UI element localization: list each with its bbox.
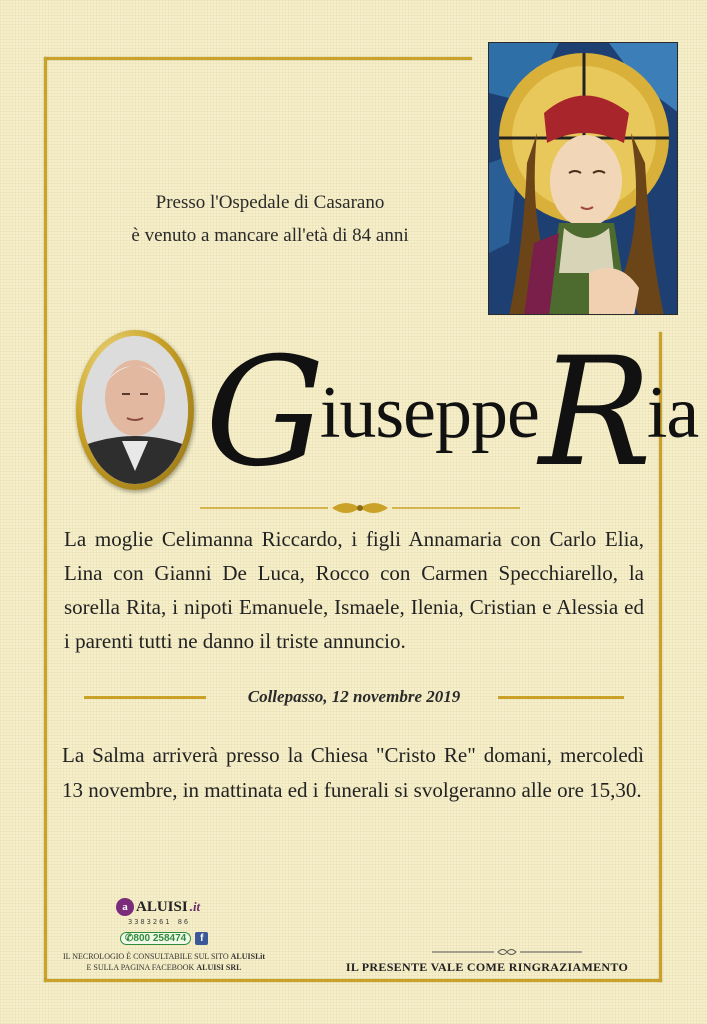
logo-mark-icon: a <box>116 898 134 916</box>
deceased-portrait-frame <box>76 330 194 490</box>
facebook-icon[interactable]: f <box>195 932 208 945</box>
frame-bottom-line <box>44 979 662 982</box>
frame-left-line <box>44 57 47 982</box>
logo-phone-number: 3383261 86 <box>128 918 191 926</box>
necrologio-line-2: E SULLA PAGINA FACEBOOK ALUISI SRL <box>86 963 242 972</box>
deceased-portrait <box>82 336 188 484</box>
necrologio-line-1: IL NECROLOGIO È CONSULTABILE SUL SITO ALUISI.it <box>62 952 266 961</box>
first-name-initial: G <box>205 326 324 500</box>
family-announcement: La moglie Celimanna Riccardo, i figli Annamaria con Carlo Elia, Lina con Gianni De Luca, Rocco con Carmen Specchiarello, la sorella Rita, i nipoti Emanuele, Ismaele, Ilenia, Cristian e Alessia ed i parenti tutti ne danno il triste annuncio. <box>64 527 644 653</box>
intro-line-2: è venuto a mancare all'età di 84 anni <box>131 225 409 246</box>
thanks-note: IL PRESENTE VALE COME RINGRAZIAMENTO <box>345 960 629 974</box>
necrologio-facebook-link[interactable]: ALUISI SRL <box>196 963 242 972</box>
toll-free-number[interactable]: ✆800 258474 <box>120 932 191 945</box>
thanks-ornament <box>432 946 582 958</box>
aluisi-logo[interactable] <box>116 898 216 948</box>
last-name-initial: R <box>538 326 651 500</box>
place-date-row <box>84 684 624 710</box>
logo-brand-tld: .it <box>189 899 201 914</box>
toll-free-row <box>120 932 208 945</box>
intro-line-1: Presso l'Ospedale di Casarano <box>155 192 385 213</box>
frame-top-line <box>44 57 472 60</box>
place-date: Collepasso, 12 novembre 2019 <box>247 687 461 706</box>
first-name-rest: iuseppe <box>319 371 539 454</box>
logo-brand <box>116 898 200 916</box>
intro-text <box>60 186 480 252</box>
gold-ornament <box>200 498 520 518</box>
necrologio-site-link[interactable]: ALUISI.it <box>230 952 266 961</box>
deceased-name <box>205 318 699 508</box>
logo-brand-name: ALUISI <box>136 898 188 915</box>
last-name-rest: ia <box>646 371 699 454</box>
necrologio-info <box>52 951 276 973</box>
stained-glass-saint-image <box>488 42 678 315</box>
funeral-notice: La Salma arriverà presso la Chiesa "Cristo Re" domani, mercoledì 13 novembre, in mattinata ed i funerali si svolgeranno alle ore 15,30. <box>62 743 644 802</box>
